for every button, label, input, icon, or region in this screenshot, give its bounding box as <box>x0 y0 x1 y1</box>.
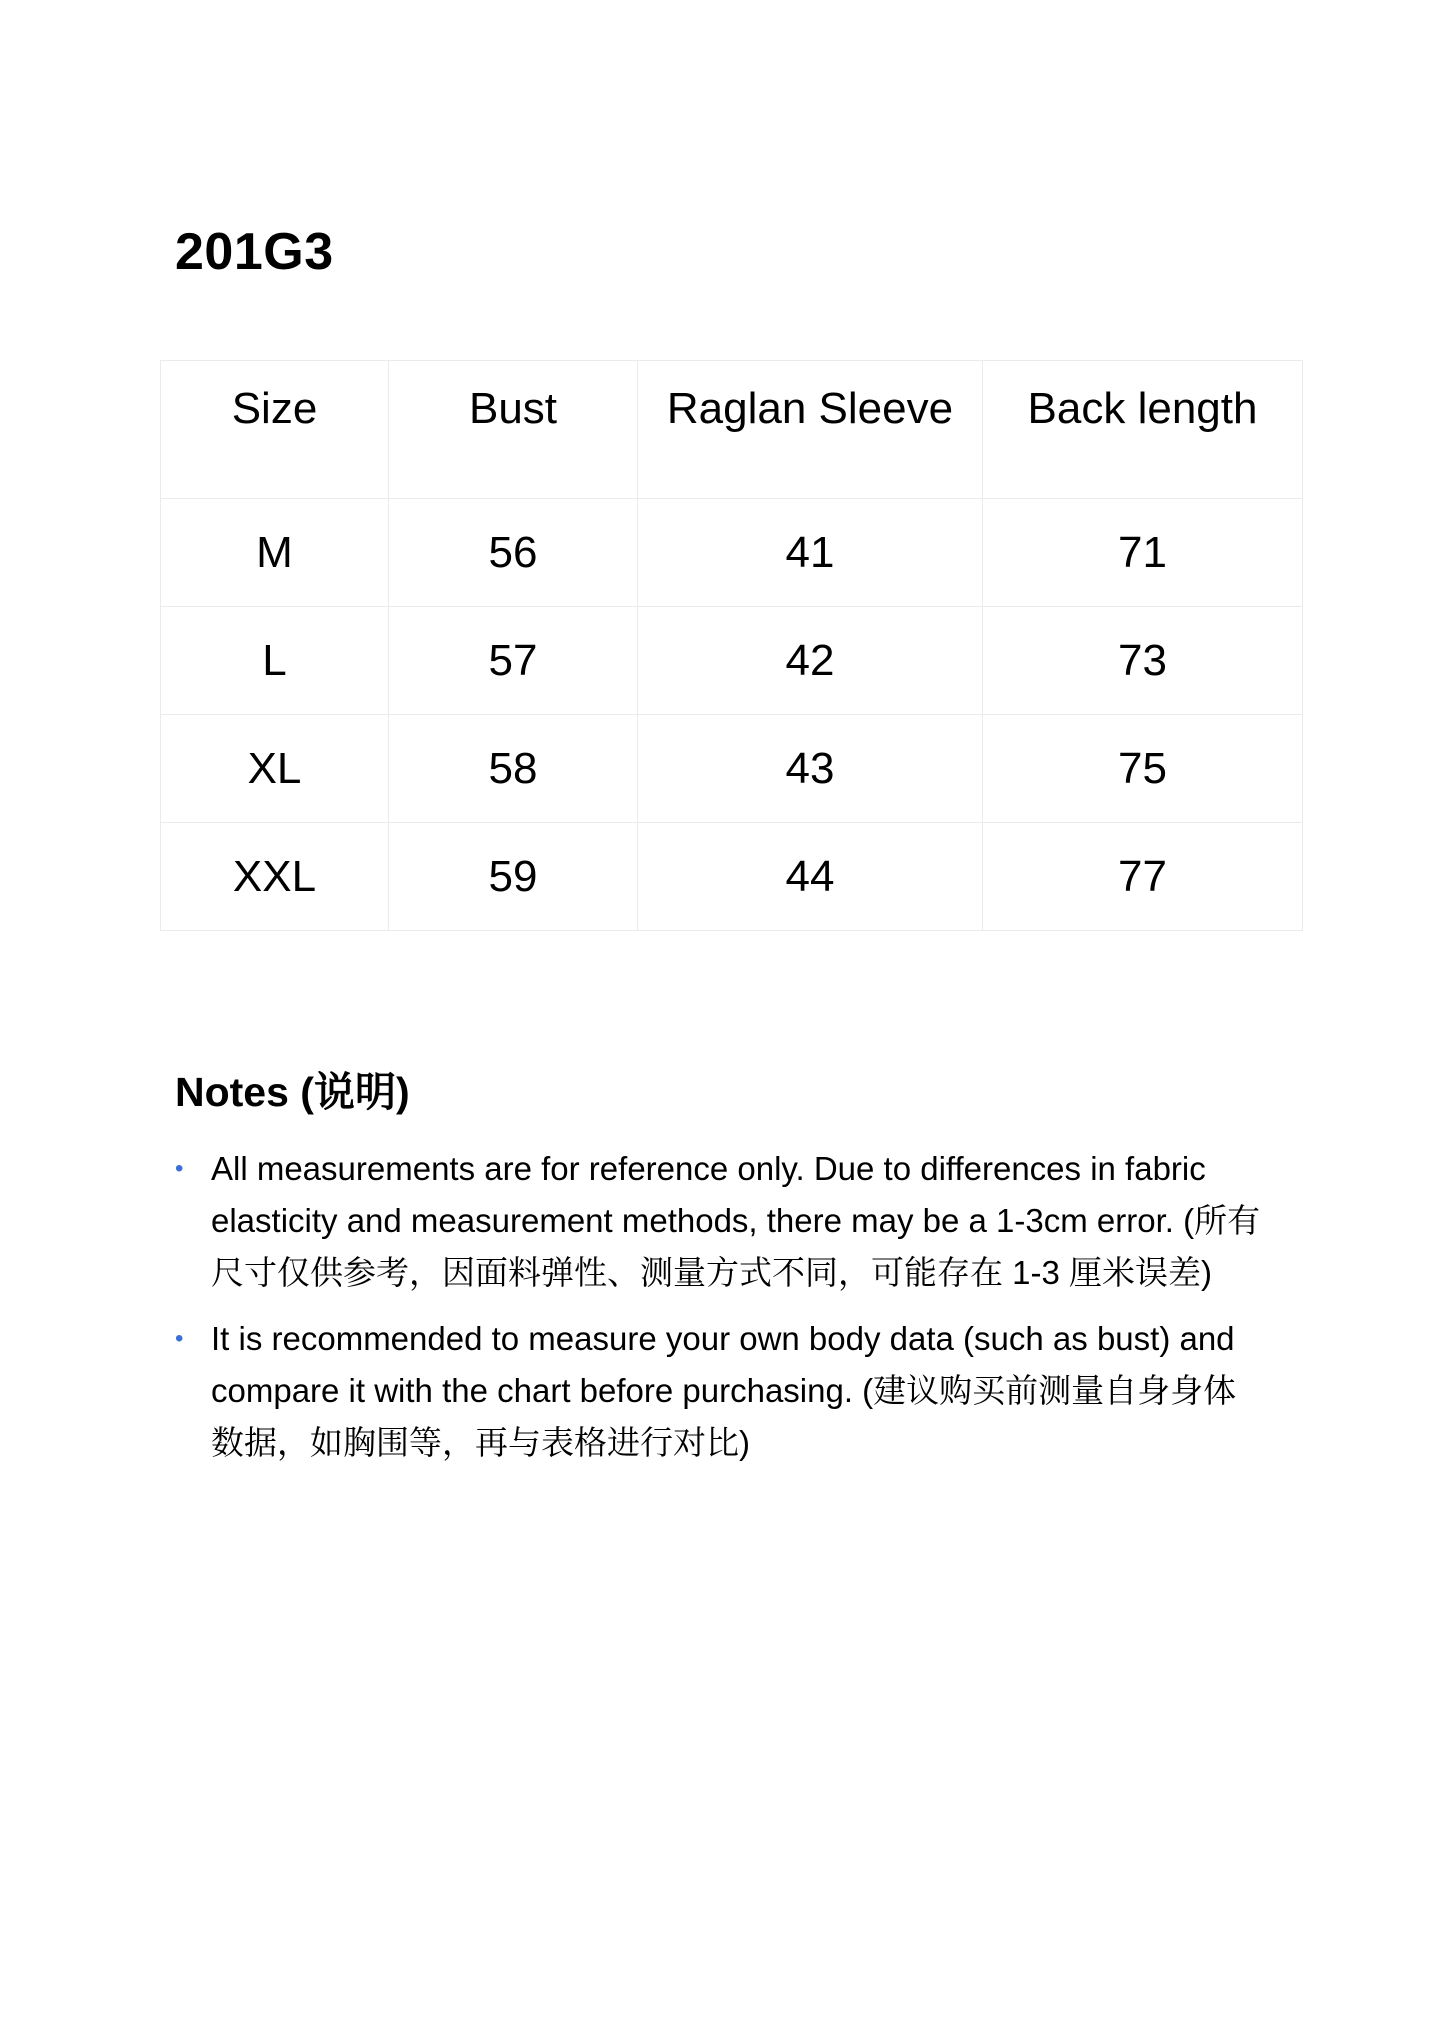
bullet-dot-icon: • <box>175 1155 184 1182</box>
cell-size: XXL <box>161 823 389 931</box>
note-text: It is recommended to measure your own body data (such as bust) and compare it with the chart before purchasing. (建议购买前测量自身身体数据，如胸围等，再与表格进行对比) <box>211 1320 1237 1461</box>
bullet-dot-icon: • <box>175 1325 184 1352</box>
header-bust: Bust <box>389 361 638 499</box>
notes-list <box>175 1143 1275 1483</box>
table-row <box>161 823 1303 931</box>
size-chart-table <box>160 360 1303 931</box>
cell-raglan-sleeve: 41 <box>638 499 983 607</box>
cell-back-length: 73 <box>983 607 1303 715</box>
list-item <box>175 1313 1301 1469</box>
notes-heading: Notes (说明) <box>175 1069 410 1115</box>
cell-size: L <box>161 607 389 715</box>
cell-back-length: 75 <box>983 715 1303 823</box>
cell-raglan-sleeve: 42 <box>638 607 983 715</box>
table-row <box>161 499 1303 607</box>
cell-bust: 56 <box>389 499 638 607</box>
header-size: Size <box>161 361 389 499</box>
cell-size: M <box>161 499 389 607</box>
note-text: All measurements are for reference only. Due to differences in fabric elasticity and measurement methods, there may be a 1-3cm error. (所有尺寸仅供参考，因面料弹性、测量方式不同，可能存在 1-3 厘米误差) <box>211 1150 1261 1291</box>
cell-bust: 57 <box>389 607 638 715</box>
table-row <box>161 715 1303 823</box>
page-title: 201G3 <box>175 223 334 281</box>
cell-size: XL <box>161 715 389 823</box>
table-row <box>161 607 1303 715</box>
cell-back-length: 77 <box>983 823 1303 931</box>
cell-back-length: 71 <box>983 499 1303 607</box>
cell-raglan-sleeve: 43 <box>638 715 983 823</box>
cell-raglan-sleeve: 44 <box>638 823 983 931</box>
header-back-length: Back length <box>983 361 1303 499</box>
cell-bust: 59 <box>389 823 638 931</box>
cell-bust: 58 <box>389 715 638 823</box>
header-raglan-sleeve: Raglan Sleeve <box>638 361 983 499</box>
table-header-row <box>161 361 1303 499</box>
list-item <box>175 1143 1301 1299</box>
